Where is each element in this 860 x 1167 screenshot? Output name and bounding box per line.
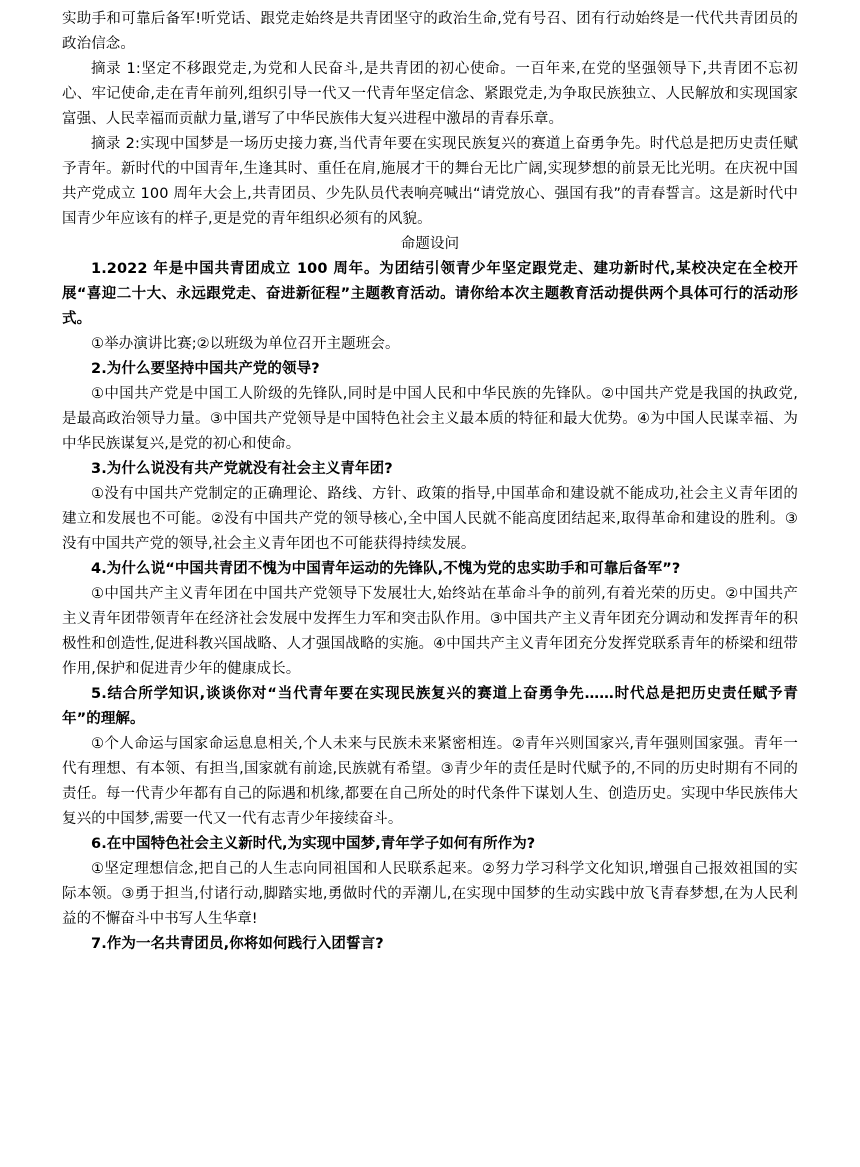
answer-6: ①坚定理想信念,把自己的人生志向同祖国和人民联系起来。②努力学习科学文化知识,增强自己报效祖国的实际本领。③勇于担当,付诸行动,脚踏实地,勇做时代的弄潮儿,在实现中国梦的生动实践中放飞青春梦想,在为人民利益的不懈奋斗中书写人生华章! <box>62 861 798 927</box>
question-5: 5.结合所学知识,谈谈你对“当代青年要在实现民族复兴的赛道上奋勇争先……时代总是把历史责任赋予青年”的理解。 <box>62 686 798 727</box>
question-6: 6.在中国特色社会主义新时代,为实现中国梦,青年学子如何有所作为? <box>91 836 536 852</box>
question-1: 1.2022 年是中国共青团成立 100 周年。为团结引领青少年坚定跟党走、建功新时代,某校决定在全校开展“喜迎二十大、永远跟党走、奋进新征程”主题教育活动。请你给本次主题教育活动提供两个具体可行的活动形式。 <box>62 261 798 327</box>
question-4: 4.为什么说“中国共青团不愧为中国青年运动的先锋队,不愧为党的忠实助手和可靠后备军”? <box>91 561 681 577</box>
answer-5: ①个人命运与国家命运息息相关,个人未来与民族未来紧密相连。②青年兴则国家兴,青年强则国家强。青年一代有理想、有本领、有担当,国家就有前途,民族就有希望。③青少年的责任是时代赋予的,不同的历史时期有不同的责任。每一代青少年都有自己的际遇和机缘,都要在自己所处的时代条件下谋划人生、创造历史。实现中华民族伟大复兴的中国梦,需要一代又一代有志青少年接续奋斗。 <box>62 736 798 827</box>
question-7: 7.作为一名共青团员,你将如何践行入团誓言? <box>91 936 384 952</box>
section-heading: 命题设问 <box>400 236 460 252</box>
excerpt-2-paragraph: 摘录 2:实现中国梦是一场历史接力赛,当代青年要在实现民族复兴的赛道上奋勇争先。时代总是把历史责任赋予青年。新时代的中国青年,生逢其时、重任在肩,施展才干的舞台无比广阔,实现梦想的前景无比光明。在庆祝中国共产党成立 100 周年大会上,共青团员、少先队员代表响亮喊出“请党放心、强国有我”的青春誓言。这是新时代中国青少年应该有的样子,更是党的青年组织必须有的风貌。 <box>62 136 798 227</box>
question-2: 2.为什么要坚持中国共产党的领导? <box>91 361 320 377</box>
answer-3: ①没有中国共产党制定的正确理论、路线、方针、政策的指导,中国革命和建设就不能成功,社会主义青年团的建立和发展也不可能。②没有中国共产党的领导核心,全中国人民就不能高度团结起来,取得革命和建设的胜利。③没有中国共产党的领导,社会主义青年团也不可能获得持续发展。 <box>62 486 798 552</box>
excerpt-1-paragraph: 摘录 1:坚定不移跟党走,为党和人民奋斗,是共青团的初心使命。一百年来,在党的坚强领导下,共青团不忘初心、牢记使命,走在青年前列,组织引导一代又一代青年坚定信念、紧跟党走,为争取民族独立、人民解放和实现国家富强、人民幸福而贡献力量,谱写了中华民族伟大复兴进程中激昂的青春乐章。 <box>62 61 798 127</box>
question-3: 3.为什么说没有共产党就没有社会主义青年团? <box>91 461 393 477</box>
intro-paragraph: 实助手和可靠后备军!听党话、跟党走始终是共青团坚守的政治生命,党有号召、团有行动始终是一代代共青团员的政治信念。 <box>62 11 798 52</box>
answer-1: ①举办演讲比赛;②以班级为单位召开主题班会。 <box>91 336 400 352</box>
answer-2: ①中国共产党是中国工人阶级的先锋队,同时是中国人民和中华民族的先锋队。②中国共产党是我国的执政党,是最高政治领导力量。③中国共产党领导是中国特色社会主义最本质的特征和最大优势。④为中国人民谋幸福、为中华民族谋复兴,是党的初心和使命。 <box>62 386 798 452</box>
answer-4: ①中国共产主义青年团在中国共产党领导下发展壮大,始终站在革命斗争的前列,有着光荣的历史。②中国共产主义青年团带领青年在经济社会发展中发挥生力军和突击队作用。③中国共产主义青年团充分调动和发挥青年的积极性和创造性,促进科教兴国战略、人才强国战略的实施。④中国共产主义青年团充分发挥党联系青年的桥梁和纽带作用,保护和促进青少年的健康成长。 <box>62 586 798 677</box>
